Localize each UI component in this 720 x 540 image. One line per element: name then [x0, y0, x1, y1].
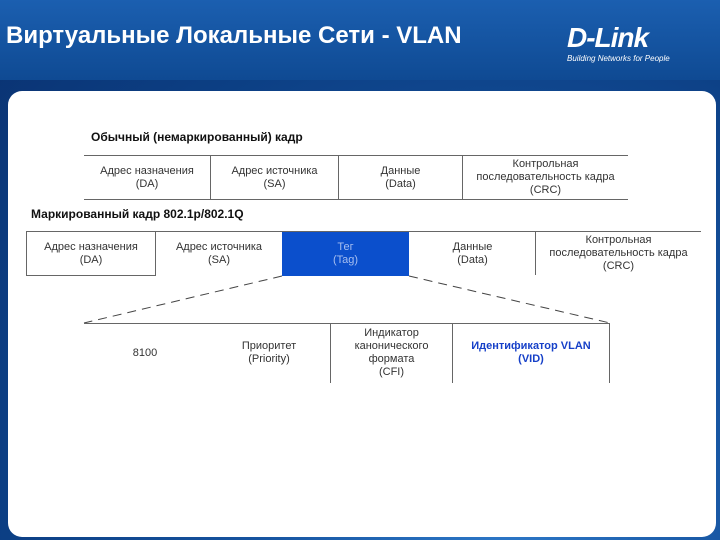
untagged-field-data: Данные (Data) — [380, 165, 421, 190]
tag-detail-vid: Идентификатор VLAN (VID) — [471, 340, 591, 365]
tag-detail-priority: Приоритет (Priority) — [241, 340, 297, 365]
tagged-field-crc: Контрольная последовательность кадра (CRC) — [549, 234, 688, 272]
tagged-field-da: Адрес назначения (DA) — [44, 241, 138, 266]
untagged-field-da: Адрес назначения (DA) — [100, 165, 194, 190]
untagged-field-crc: Контрольная последовательность кадра (CRC) — [476, 158, 615, 196]
tagged-field-tag: Тег (Tag) — [332, 241, 359, 266]
tagged-field-sa: Адрес источника (SA) — [175, 241, 263, 266]
tag-detail-divider — [609, 323, 610, 383]
tagged-field-data: Данные (Data) — [452, 241, 493, 266]
tag-detail-tpid: 8100 — [132, 347, 158, 359]
slide-title: Виртуальные Локальные Сети - VLAN — [6, 22, 462, 49]
tag-detail-cfi: Индикатор канонического формата (CFI) — [354, 327, 429, 378]
tag-detail-top-border — [84, 323, 610, 324]
untagged-field-sa: Адрес источника (SA) — [231, 165, 318, 190]
untagged-frame-heading: Обычный (немаркированный) кадр — [91, 130, 303, 144]
logo-wordmark: D-Link — [567, 22, 649, 53]
logo-tagline: Building Networks for People — [567, 54, 670, 63]
tagged-frame-heading: Маркированный кадр 802.1p/802.1Q — [31, 207, 244, 221]
expansion-line-left — [84, 276, 282, 323]
expansion-line-right — [409, 276, 610, 323]
